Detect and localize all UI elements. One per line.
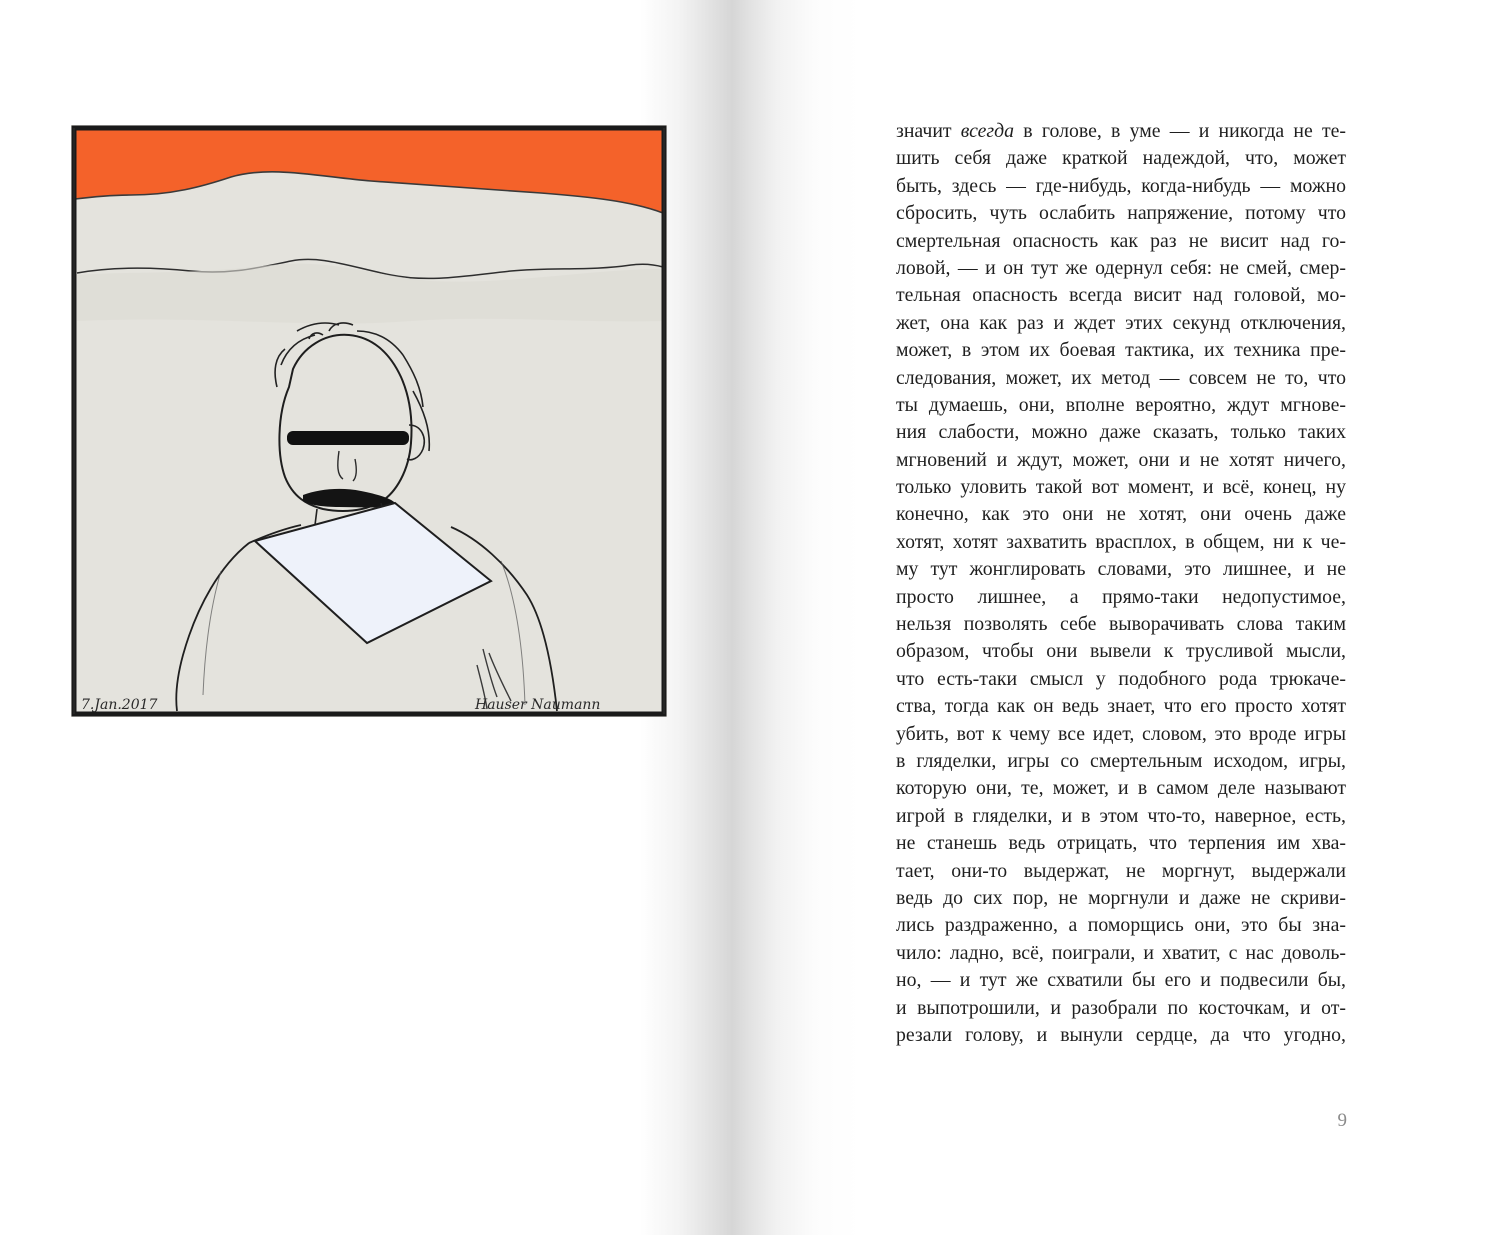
- text-line: смертельная опасность как раз не висит над го-: [896, 229, 1346, 252]
- text-line: образом, чтобы они вывели к трусливой мысли,: [896, 640, 1346, 663]
- text-line: ведь до сих пор, не моргнули и даже не скриви-: [896, 886, 1346, 909]
- right-page: [743, 0, 1487, 1235]
- text-segment: в голове, в уме — и никогда не те-: [1014, 120, 1346, 142]
- text-line: шить себя даже краткой надеждой, что, может: [896, 147, 1346, 170]
- text-line: тельная опасность всегда висит над головой, мо-: [896, 284, 1346, 307]
- text-line: просто лишнее, а прямо-таки недопустимое,: [896, 585, 1346, 608]
- text-line: конечно, как это они не хотят, они очень даже: [896, 503, 1346, 526]
- text-line: му тут жонглировать словами, это лишнее, и не: [896, 558, 1346, 581]
- left-page: [0, 0, 743, 1235]
- artwork-illustration: [71, 125, 667, 717]
- text-line: но, — и тут же схватили бы его и подвесили бы,: [896, 969, 1346, 992]
- emphasized-word: всегда: [960, 120, 1015, 142]
- text-line: игрой в гляделки, и в этом что-то, наверное, есть,: [896, 804, 1346, 827]
- text-line: что есть-таки смысл у подобного рода трюкаче-: [896, 667, 1346, 690]
- text-line: резали голову, и вынули сердце, да что угодно,: [896, 1023, 1346, 1046]
- text-line: мгновений и ждут, может, они и не хотят ничего,: [896, 448, 1346, 471]
- text-line: [896, 118, 1346, 145]
- text-line: ты думаешь, они, вполне вероятно, ждут мгнове-: [896, 393, 1346, 416]
- text-line: в гляделки, игры со смертельным исходом, игры,: [896, 749, 1346, 772]
- text-line: и выпотрошили, и разобрали по косточкам, и от-: [896, 996, 1346, 1019]
- text-line: ловой, — и он тут же одернул себя: не смей, смер-: [896, 256, 1346, 279]
- text-line: сбросить, чуть ослабить напряжение, потому что: [896, 202, 1346, 225]
- body-text: [896, 118, 1346, 1049]
- text-line: ства, тогда как он ведь знает, что его просто хотят: [896, 695, 1346, 718]
- text-line: быть, здесь — где-нибудь, когда-нибудь — можно: [896, 174, 1346, 197]
- text-line: только уловить такой вот момент, и всё, конец, ну: [896, 476, 1346, 499]
- text-line: жет, она как раз и ждет этих секунд отключения,: [896, 311, 1346, 334]
- eye-censor-bar: [287, 431, 409, 445]
- text-line: ния слабости, можно даже сказать, только таких: [896, 421, 1346, 444]
- text-line: тает, они-то выдержат, не моргнут, выдержали: [896, 859, 1346, 882]
- text-line: которую они, те, может, и в самом деле называют: [896, 777, 1346, 800]
- text-line: хотят, хотят захватить врасплох, в общем, ни к че-: [896, 530, 1346, 553]
- artwork-date-inscription: 7.Jan.2017: [81, 697, 158, 713]
- text-line: чило: ладно, всё, поиграли, и хватит, с нас доволь-: [896, 941, 1346, 964]
- text-line: может, в этом их боевая тактика, их техника пре-: [896, 339, 1346, 362]
- text-line: не станешь ведь отрицать, что терпения им хва-: [896, 832, 1346, 855]
- text-line: убить, вот к чему все идет, словом, это вроде игры: [896, 722, 1346, 745]
- page-number: 9: [1337, 1110, 1347, 1131]
- artwork-signature: Hauser Naumann: [475, 697, 601, 713]
- text-line: нельзя позволять себе выворачивать слова таким: [896, 613, 1346, 636]
- text-line: следования, может, их метод — совсем не то, что: [896, 366, 1346, 389]
- text-line: лись раздраженно, а поморщись они, это бы зна-: [896, 914, 1346, 937]
- text-segment: значит: [896, 120, 961, 142]
